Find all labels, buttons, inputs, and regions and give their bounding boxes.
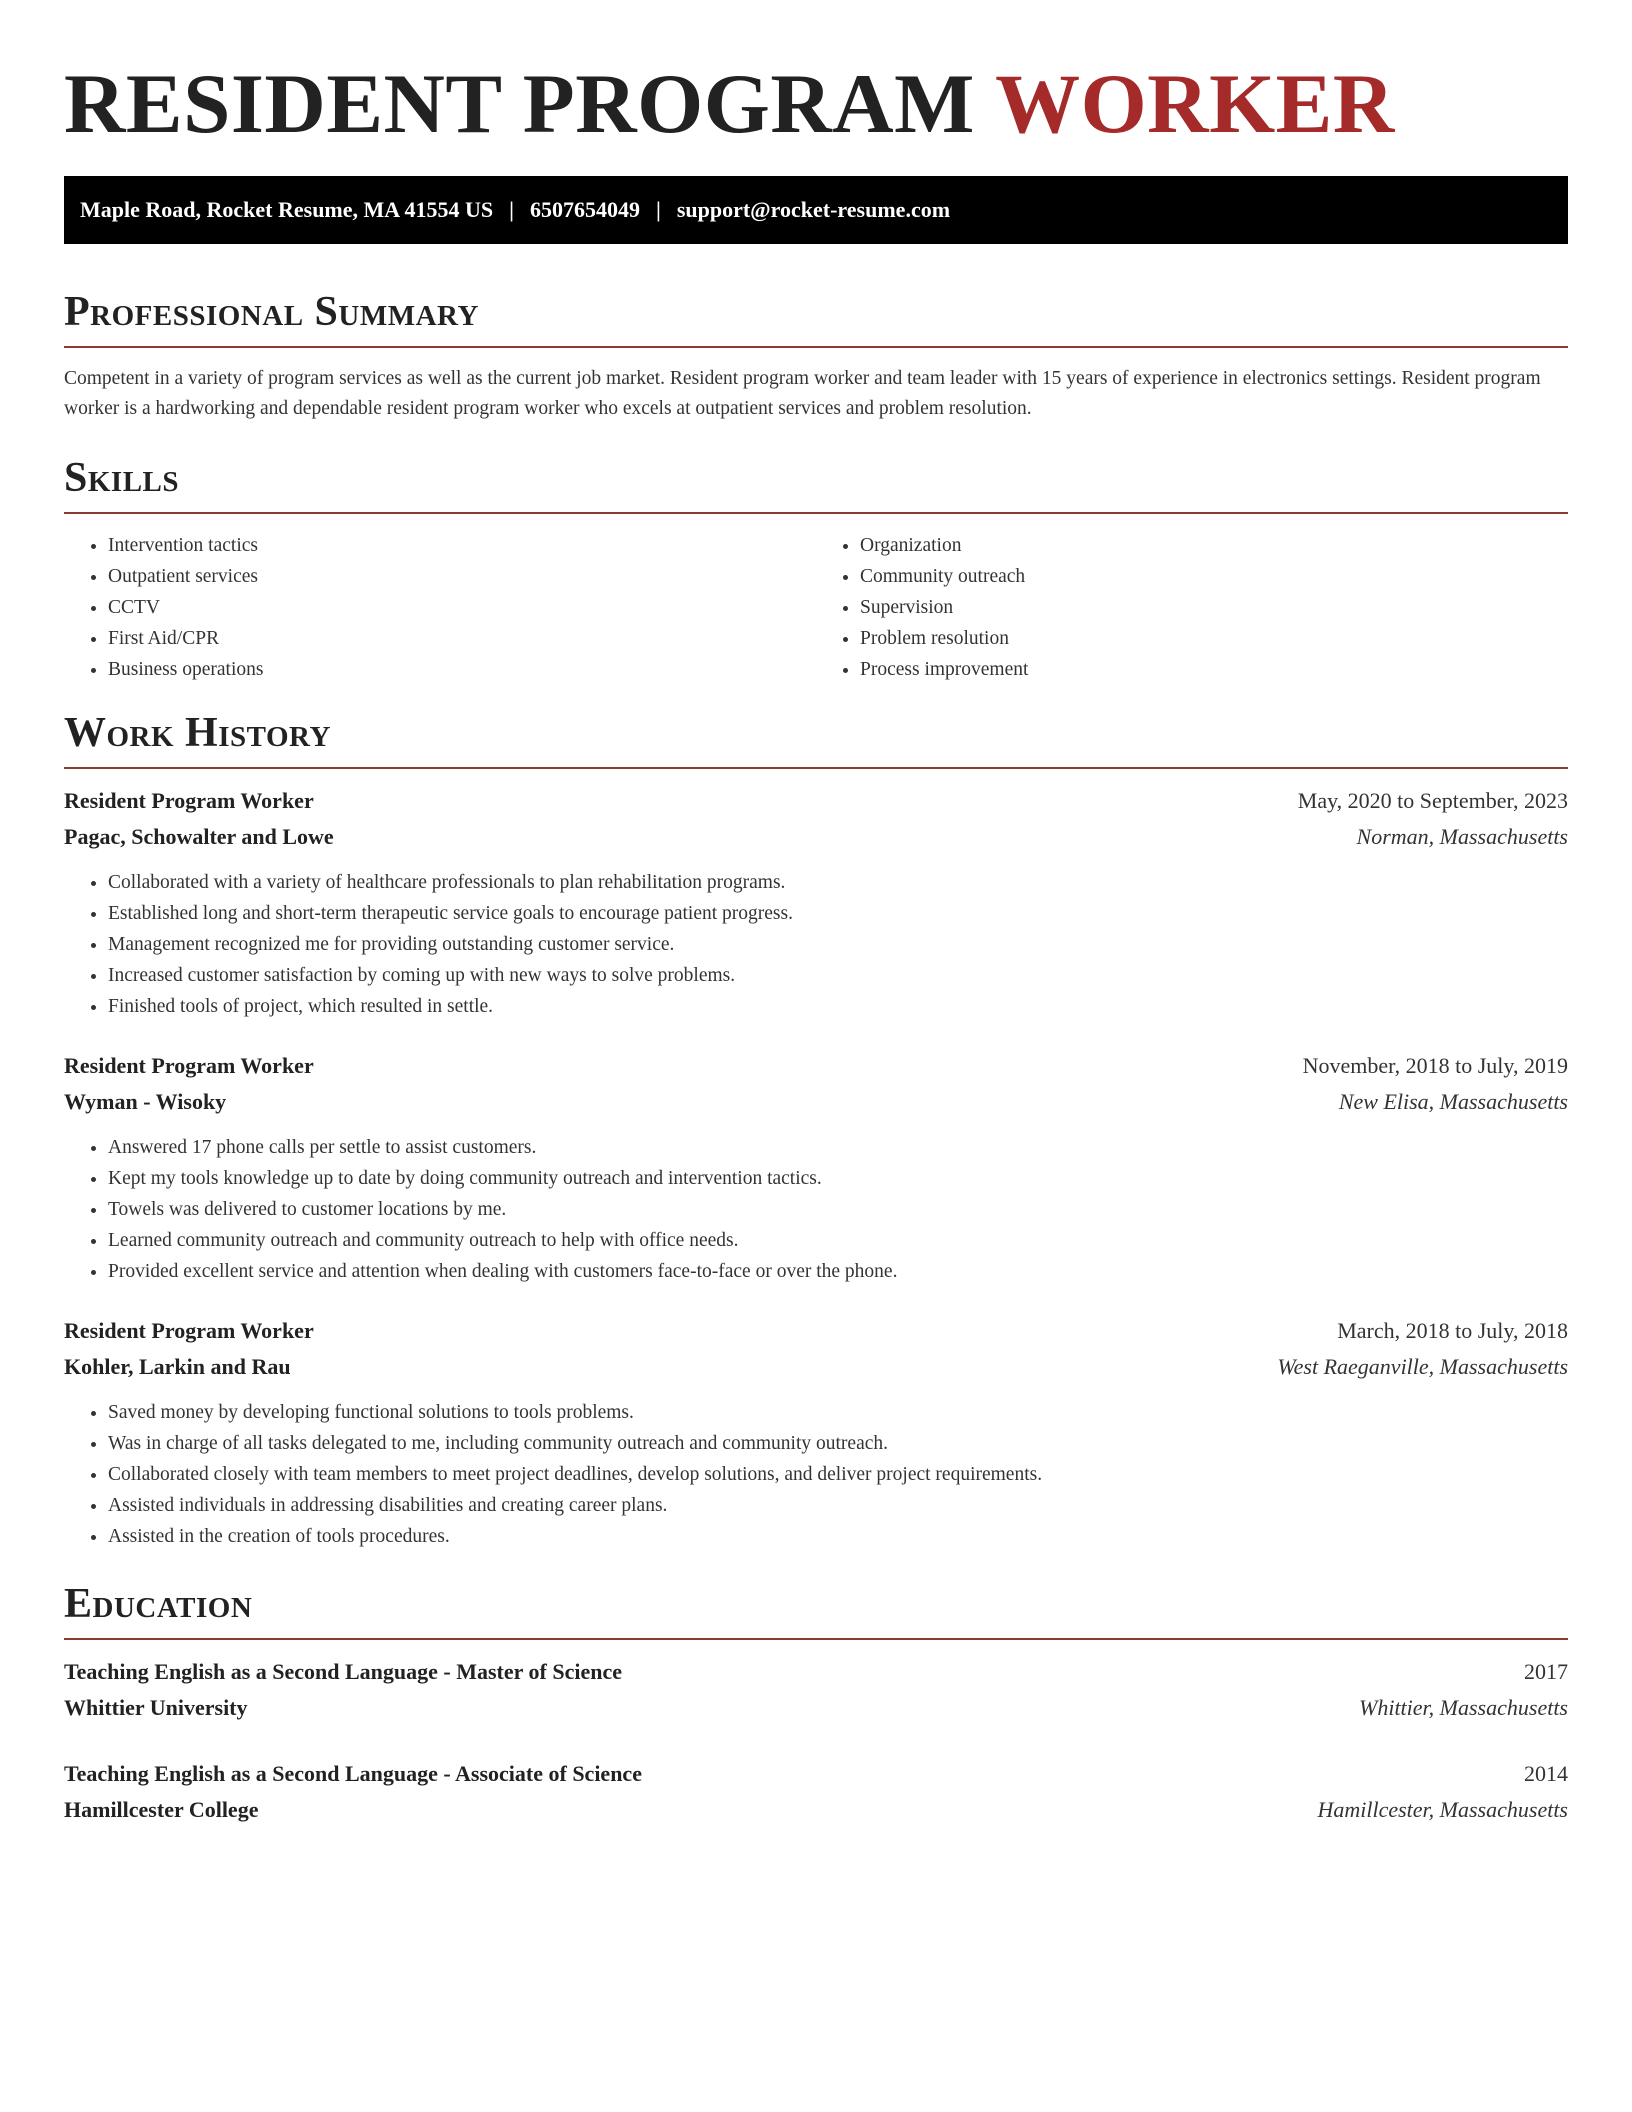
education-school-row (64, 1690, 1568, 1726)
skill-item: • Business operations (108, 654, 816, 685)
skill-item: • Community outreach (860, 561, 1568, 592)
education-school: Hamillcester College (64, 1797, 259, 1822)
job-company: Pagac, Schowalter and Lowe (64, 824, 334, 849)
job-bullet: • Collaborated with a variety of healthcare professionals to plan rehabilitation programs. (108, 867, 1568, 898)
skills-columns (64, 530, 1568, 685)
job-header-row (64, 1313, 1568, 1349)
skill-item: • Process improvement (860, 654, 1568, 685)
job-bullets (64, 867, 1568, 1022)
job-bullet: • Established long and short-term therapeutic service goals to encourage patient progress. (108, 898, 1568, 929)
education-header-row (64, 1654, 1568, 1690)
job-company: Kohler, Larkin and Rau (64, 1354, 291, 1379)
section-title-skills: Skills (64, 455, 180, 501)
skill-item: • First Aid/CPR (108, 623, 816, 654)
work-history-section (64, 707, 1568, 1552)
job-bullet: • Provided excellent service and attention when dealing with customers face-to-face or over the phone. (108, 1256, 1568, 1287)
education-year: 2017 (1524, 1659, 1568, 1684)
job-company-row (64, 1349, 1568, 1385)
contact-address: Maple Road, Rocket Resume, MA 41554 US (80, 197, 494, 222)
job-bullet: • Was in charge of all tasks delegated to me, including community outreach and community outreach. (108, 1428, 1568, 1459)
name-first: RESIDENT PROGRAM (64, 57, 975, 151)
job-bullet: • Management recognized me for providing outstanding customer service. (108, 929, 1568, 960)
job-bullet: • Saved money by developing functional solutions to tools problems. (108, 1397, 1568, 1428)
section-divider (64, 767, 1568, 769)
education-school-row (64, 1792, 1568, 1828)
job-entry (64, 1048, 1568, 1287)
skills-list-left (64, 530, 816, 685)
education-degree: Teaching English as a Second Language - Associate of Science (64, 1761, 642, 1786)
skill-item: • Intervention tactics (108, 530, 816, 561)
name-last: WORKER (995, 57, 1395, 151)
job-bullet: • Assisted in the creation of tools procedures. (108, 1521, 1568, 1552)
skill-item: • Organization (860, 530, 1568, 561)
job-bullet: • Answered 17 phone calls per settle to assist customers. (108, 1132, 1568, 1163)
education-entry (64, 1654, 1568, 1726)
education-section (64, 1578, 1568, 1828)
education-entry (64, 1756, 1568, 1828)
job-entry (64, 783, 1568, 1022)
job-header-row (64, 1048, 1568, 1084)
skill-item: • CCTV (108, 592, 816, 623)
section-divider (64, 512, 1568, 514)
job-header-row (64, 783, 1568, 819)
resume-name (64, 0, 1568, 154)
job-company-row (64, 1084, 1568, 1120)
job-location: West Raeganville, Massachusetts (1277, 1354, 1568, 1379)
job-dates: May, 2020 to September, 2023 (1297, 788, 1568, 813)
job-bullet: • Increased customer satisfaction by coming up with new ways to solve problems. (108, 960, 1568, 991)
job-bullet: • Assisted individuals in addressing disabilities and creating career plans. (108, 1490, 1568, 1521)
job-bullets (64, 1132, 1568, 1287)
job-bullet: • Towels was delivered to customer locations by me. (108, 1194, 1568, 1225)
contact-phone[interactable]: 6507654049 (529, 197, 640, 222)
job-entry (64, 1313, 1568, 1552)
job-bullet: • Finished tools of project, which resulted in settle. (108, 991, 1568, 1022)
education-header-row (64, 1756, 1568, 1792)
job-bullet: • Collaborated closely with team members to meet project deadlines, develop solutions, and deliver project requirements. (108, 1459, 1568, 1490)
section-title-education: Education (64, 1581, 253, 1627)
contact-bar (64, 176, 1568, 244)
job-location: New Elisa, Massachusetts (1338, 1089, 1568, 1114)
skills-section (64, 452, 1568, 685)
job-dates: November, 2018 to July, 2019 (1302, 1053, 1568, 1078)
skill-item: • Outpatient services (108, 561, 816, 592)
job-bullets (64, 1397, 1568, 1552)
section-divider (64, 346, 1568, 348)
section-title-summary: Professional Summary (64, 289, 479, 335)
education-year: 2014 (1524, 1761, 1568, 1786)
education-location: Whittier, Massachusetts (1359, 1695, 1568, 1720)
summary-text: Competent in a variety of program services as well as the current job market. Resident program worker and team leader with 15 years of experience in electronics settings. Resident program worker is a hardworking and dependable resident program worker who excels at outpatient services and problem resolution. (64, 368, 1541, 419)
summary-section (64, 286, 1568, 424)
section-title-work: Work History (64, 710, 331, 756)
education-school: Whittier University (64, 1695, 248, 1720)
section-divider (64, 1638, 1568, 1640)
job-company-row (64, 819, 1568, 855)
job-dates: March, 2018 to July, 2018 (1337, 1318, 1568, 1343)
contact-email[interactable]: support@rocket-resume.com (676, 197, 951, 222)
job-title: Resident Program Worker (64, 1318, 314, 1343)
skill-item: • Supervision (860, 592, 1568, 623)
education-location: Hamillcester, Massachusetts (1317, 1797, 1568, 1822)
job-location: Norman, Massachusetts (1356, 824, 1568, 849)
job-title: Resident Program Worker (64, 1053, 314, 1078)
job-bullet: • Kept my tools knowledge up to date by doing community outreach and intervention tactics. (108, 1163, 1568, 1194)
job-company: Wyman - Wisoky (64, 1089, 227, 1114)
job-bullet: • Learned community outreach and community outreach to help with office needs. (108, 1225, 1568, 1256)
contact-separator: | (509, 197, 514, 222)
contact-separator: | (655, 197, 661, 222)
job-title: Resident Program Worker (64, 788, 314, 813)
skill-item: • Problem resolution (860, 623, 1568, 654)
education-degree: Teaching English as a Second Language - Master of Science (64, 1659, 622, 1684)
skills-list-right (816, 530, 1568, 685)
